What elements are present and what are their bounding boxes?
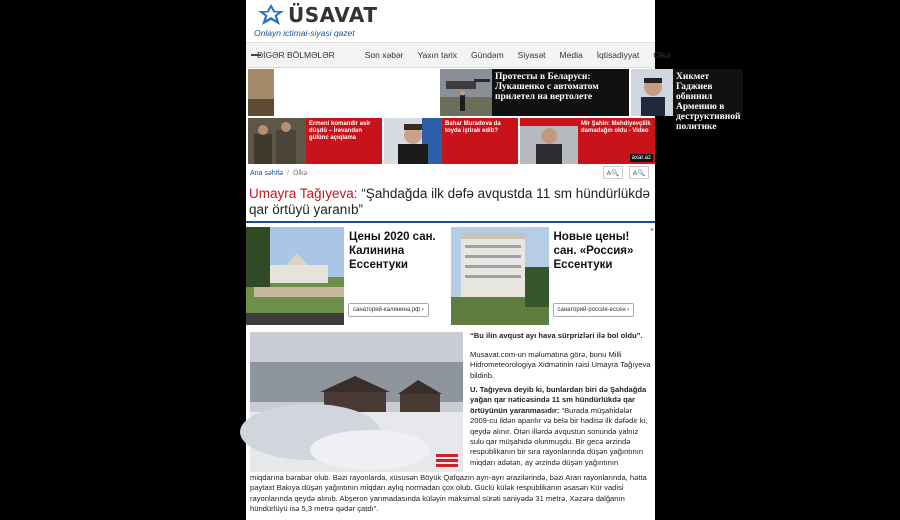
banner-source[interactable]: axar.az xyxy=(631,155,651,161)
banner-item-shahin[interactable] xyxy=(520,118,655,164)
news-banner xyxy=(246,68,741,164)
article-lead: “Bu ilin avqust ayı hava sürprizləri ilə bol oldu”. xyxy=(470,331,643,340)
banner-headline: Хикмет Гаджиев обвинил Армению в деструктивной политике xyxy=(673,69,743,116)
ad-close-icon[interactable]: × xyxy=(649,227,654,234)
article-paragraph xyxy=(470,385,652,468)
banner-item-commander[interactable] xyxy=(248,118,382,164)
nav-item-latest[interactable]: Son xəbər xyxy=(364,50,404,60)
ad-image xyxy=(451,227,549,325)
banner-headline: Ermeni komandir əsir düşdü – İrəvandan gülünc açıqlama xyxy=(306,118,382,164)
banner-item-side[interactable] xyxy=(248,69,438,116)
banner-photo xyxy=(440,69,492,116)
breadcrumb-home[interactable]: Ana səhifə xyxy=(250,169,284,177)
nav-item-history[interactable]: Yaxın tarix xyxy=(417,50,458,60)
banner-photo xyxy=(248,69,274,116)
breadcrumb-current[interactable]: Ölkə xyxy=(293,169,308,177)
article-title-name: Umayra Tağıyeva: xyxy=(249,186,358,201)
article-paragraph-bold: U. Tağıyeva deyib ki, bunlardan biri də Şahdağda yağan qar nəticəsində 11 sm hündürlükdə qar örtüyünün yaranmasıdır: xyxy=(470,385,647,415)
site-header xyxy=(246,0,655,42)
site-tagline: Onlayn ictimai-siyasi qəzet xyxy=(254,28,355,38)
article-paragraph-continued: miqdarına bərabər olub. Bəzi rayonlarda, xüsusən Böyük Qafqazın ayrı-ayrı ərazilərində, bəzi Aran rayonlarında, hətta paytaxt Bakıya düşən yağıntının miqdarı aylıq normadan çox olub. Güclü külək respublikanın əsasən Kür vadisi rayonlarında qeydə alınıb. Abşeron yarımadasında küləyin maksimal sürəti saniyədə 31 metrə, Xəzərə dalğanın hündürlüyü isə 5,3 metrə qədər çatdı”. xyxy=(250,473,647,514)
breadcrumb xyxy=(246,164,655,182)
breadcrumb-separator: / xyxy=(287,169,290,177)
logo-icon[interactable] xyxy=(258,4,284,26)
banner-photo xyxy=(520,118,578,164)
nav-item-economy[interactable]: İqtisadiyyat xyxy=(596,50,640,60)
article-photo[interactable] xyxy=(250,332,463,472)
article-title-quote: “Şahdağda ilk dəfə avqustda 11 sm hündürlükdə qar örtüyü yaranıb” xyxy=(249,186,651,217)
article-paragraph-text: “Burada müşahidələr 2009-cu ildən aparılır və belə bir hadisə ilk dəfədir ki, qeydə alınır. Ötən illərdə avqustun sonunda yalnız sulu qar müşahidə olunmuşdu. Bir gecə ərzində respublikanın bir sıra rayonlarında düşən yağıntının miqdarı adətən, ay ərzində düşən yağıntının xyxy=(470,405,648,467)
nav-other-sections[interactable]: DİGƏR BÖLMƏLƏR xyxy=(257,50,335,60)
page xyxy=(246,0,741,520)
article-paragraph: Musavat.com-un məlumatına görə, bunu Milli Hidrometeorologiya Xidmətinin rəisi Umayra Tağıyeva bildirib. xyxy=(470,350,651,380)
banner-photo xyxy=(248,118,306,164)
ad-body xyxy=(344,227,451,327)
ad-link-button[interactable]: санаторий-россия-ессен › xyxy=(553,303,635,317)
ad-kalinina[interactable] xyxy=(246,227,451,327)
banner-item-hajiyev[interactable] xyxy=(631,69,741,132)
nav-item-politics[interactable]: Siyasət xyxy=(517,50,546,60)
ad-image xyxy=(246,227,344,325)
banner-headline: Mir Şahin: Mehdiyevçilik damadağın oldu - Video xyxy=(578,118,655,164)
nav-item-agenda[interactable]: Gündəm xyxy=(471,50,504,60)
banner-headline: Bahar Muradova da toyda iştirak edib? xyxy=(442,118,518,164)
banner-item-muradova[interactable] xyxy=(384,118,518,164)
banner-item-belarus[interactable] xyxy=(440,69,629,116)
main-nav xyxy=(246,42,671,68)
banner-photo xyxy=(384,118,442,164)
font-decrease-button[interactable]: A🔍 xyxy=(629,166,649,179)
banner-bottom-row xyxy=(248,118,657,164)
ad-block xyxy=(246,223,655,327)
ad-headline[interactable]: Цены 2020 сан. Калинина Ессентуки xyxy=(349,231,436,271)
ad-link-button[interactable]: санаторий-калинина.рф › xyxy=(348,303,429,317)
ad-rossiya[interactable] xyxy=(451,227,656,327)
ad-body xyxy=(549,227,656,327)
banner-headline: Протесты в Беларуси: Лукашенко с автоматом прилетел на вертолете xyxy=(492,69,629,116)
article-title xyxy=(246,182,655,223)
ad-headline[interactable]: Новые цены! сан. «Россия» Ессентуки xyxy=(553,231,634,271)
font-increase-button[interactable]: A🔍 xyxy=(603,166,623,179)
nav-item-country[interactable]: Ölkə xyxy=(653,50,671,60)
banner-photo xyxy=(631,69,673,116)
site-logo-text[interactable]: ÜSAVAT xyxy=(288,3,378,27)
nav-item-media[interactable]: Media xyxy=(559,50,583,60)
